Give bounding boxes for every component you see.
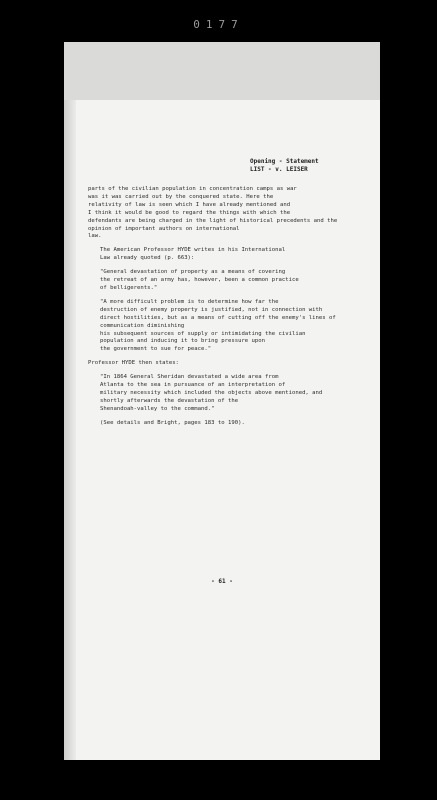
quote-2: "A more difficult problem is to determine how far the destruction of enemy property is justified, not in connection with direct hostilities, but as a means of cutting off the enemy's lines of communication diminishing his subsequent sources of supply or intimidating the civilian population and inducing it to bring pressure upon the government to sue for peace." [100, 298, 336, 353]
page-number: - 61 - [211, 578, 233, 585]
header-line-1: Opening - Statement [250, 158, 319, 165]
reference-note: (See details and Bright, pages 183 to 190). [100, 419, 245, 426]
paragraph-2: The American Professor HYDE writes in his International Law already quoted (p. 663): [100, 247, 286, 262]
quote-1: "General devastation of property as a means of covering the retreat of an army has, however, been a common practice of belligerents." [100, 269, 299, 291]
quote-3: "In 1864 General Sheridan devastated a wide area from Atlanta to the sea in pursuance of an interpretation of military necessity which included the objects above mentioned, and shortly afterwards the devastation of the Shenandoah-valley to the command." [100, 374, 323, 412]
page-edge-strip [64, 42, 76, 760]
header-line-2: LIST - v. LEISER [250, 166, 308, 173]
document-body [88, 186, 338, 434]
frame-number: 0177 [193, 18, 244, 31]
document-header [250, 158, 340, 174]
paragraph-1: parts of the civilian population in concentration camps as war was it was carried out by the conquered state. Here the relativity of law is seen which I have already mentioned and I think it would be good to regard the things with which the defendants are being charged in the light of historical precedents and the opinion of important authors on international law. [88, 186, 338, 240]
page-top-shadow [64, 42, 380, 100]
paragraph-3: Professor HYDE then states: [88, 360, 179, 367]
